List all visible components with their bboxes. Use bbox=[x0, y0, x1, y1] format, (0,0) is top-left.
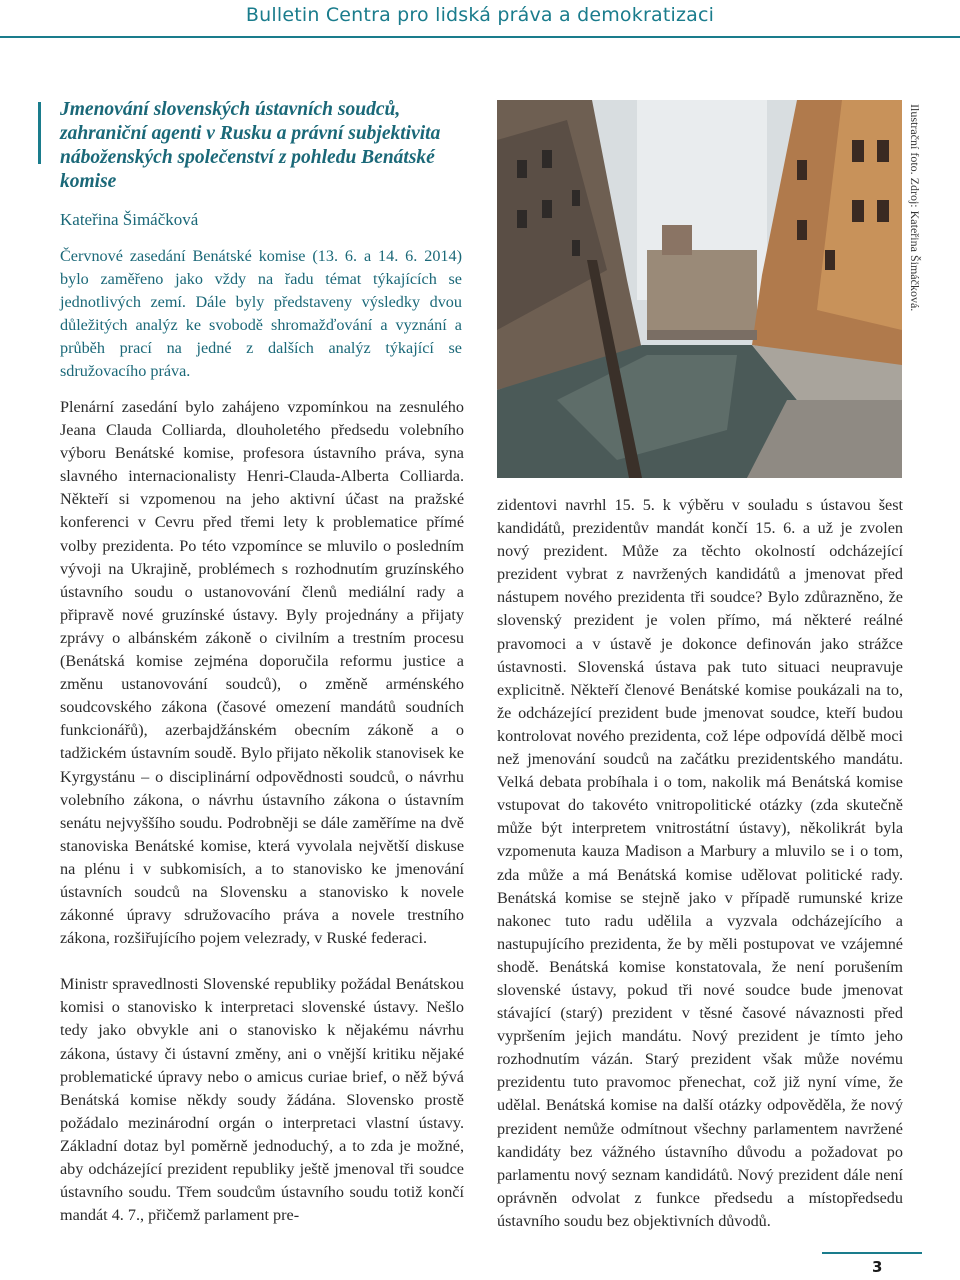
body-column-left bbox=[60, 396, 464, 1250]
body-paragraph: zidentovi navrhl 15. 5. k výběru v souladu s ústavou šest kandidátů, prezidentův mandát končí 15. 6. a už je zvolen nový prezident. Může za těchto okolností odcházející prezident vybrat z navržených kandidátů a jmenovat před nástupem nového prezidenta tři soudce? Bylo zdůrazněno, že slovenský prezident je volen přímo, má některé reálné pravomoci a v ústavě je dokonce definován jako strážce ústavnosti. Slovenská ústava pak tuto situaci neupravuje explicitně. Někteří členové Benátské komise poukázali na to, že odcházející prezident bude jmenovat soudce, kteří budou kontrolovat nového prezidenta, což lépe odpovídá dělbě moci než jmenování soudců na začátku prezidentského mandátu. Velká debata probíhala i o tom, nakolik má Benátská komise vstupovat do takovéto vnitropolitické otázky (zda skutečně může být interpretem vnitrostátní ústavy), několikrát byla vzpomenuta kauza Madison a Marbury a mluvilo se i o tom, zda může a má Benátská komise udělovat politické rady. Benátská komise se stejně jako v případě rumunské krize nakonec tuto radu udělila a vyzvala odcházejícího a nastupujícího prezidenta, že by měli postupovat ve vzájemné shodě. Benátská komise konstatovala, že není porušením slovenské ústavy, pokud tři nové soudce bude jmenovat stávající (starý) prezident v těsné časové návaznosti před vypršením jejich mandátu. Nový prezident je tímto jeho rozhodnutím vázán. Starý prezident však může novému prezidentu tuto pravomoc přenechat, což již nyní víme, že udělal. Benátská komise na další otázky odpověděla, že nový prezident nemůže odmítnout všechny parlamentem navržené kandidáty bez vážného ústavního důvodu a požadovat po parlamentu nový seznam kandidátů. Nový prezident dále není oprávněn odvolat z funkce předsedu a místopředsedu ústavního soudu bez objektivních důvodů. bbox=[497, 496, 903, 1230]
body-paragraph: Ministr spravedlnosti Slovenské republiky požádal Benátskou komisi o stanovisko k interpretaci slovenské ústavy. Nešlo tedy jako obvykle ani o stanovisko k nějakému návrhu zákona, ústavy či ústavní změny, ani o vnější kritiku nějaké problematické úpravy nebo o amicus curiae brief, o něž bývá Benátská komise někdy soudy žádána. Slovensko prostě požádalo mezinárodní orgán o interpretaci vlastní ústavy. Základní dotaz byl poměrně jednoduchý, a to zda je možné, aby odcházející prezident republiky ještě jmenoval tři soudce ústavního soudu. Třem soudcům ústavního soudu totiž končí mandát 4. 7., přičemž parlament pre- bbox=[60, 975, 464, 1225]
footer-rule bbox=[822, 1252, 922, 1254]
venice-canal-photo bbox=[497, 100, 902, 478]
body-column-right bbox=[497, 494, 903, 1233]
page-number: 3 bbox=[872, 1258, 883, 1276]
article-author: Kateřina Šimáčková bbox=[60, 210, 199, 229]
canal-illustration bbox=[497, 100, 902, 478]
article-title: Jmenování slovenských ústavních soudců, zahraniční agenti v Rusku a právní subjektivita náboženských společenství z pohledu Benátské komise bbox=[60, 99, 441, 192]
body-paragraph: Plenární zasedání bylo zahájeno vzpomínkou na zesnulého Jeana Clauda Colliarda, dlouholetého předsedu volebního výboru Benátské komise, profesora ústavního práva, syna slavného internacionalisty Henri-Clauda-Alberta Colliarda. Někteří si vzpomenou na jeho aktivní účast na pražské konferenci v Cevru před třemi lety k problematice přímé volby prezidenta. Po této vzpomínce se mluvilo o posledním vývoji na Ukrajině, problémech s rozhodnutím gruzínského ústavního soudu o ustanovování členů mediální rady a připravě nové gruzínské ústavy. Byly projednány a přijaty zprávy o albánském zákoně o civilním a trestním procesu (Benátská komise zejména doporučila reformu justice a změnu ustanovování soudců), o změně arménského soudcovského zákona (časové omezení mandátů soudních funkcionářů), azerbajdžánském obecním zákoně a o tadžickém ústavním soudě. Bylo přijato několik stanovisek ke Kyrgystánu – o disciplinární odpovědnosti soudců, o návrhu volebního zákona, o návrhu ústavního zákona o ústavním senátu nejvyššího soudu. Podrobněji se dále zaměříme na dvě stanoviska Benátské komise, která vyvolala největší diskuse na plénu i v subkomisích, a to stanovisko ke jmenování ústavních soudců na Slovensku a stanovisko k novele zákonné úpravy sdružovacího práva a novele trestního zákona, rozšiřujícího pojem velezrady, v Ruské federaci. bbox=[60, 398, 464, 948]
running-header: Bulletin Centra pro lidská práva a demokratizaci bbox=[245, 4, 715, 26]
article-lead: Červnové zasedání Benátské komise (13. 6. a 14. 6. 2014) bylo zaměřeno jako vždy na řadu témat týkajících se jednotlivých zemí. Dále byly představeny výsledky dvou důležitých analýz ke svobodě shromažďování a vyznání a průběh prací na jedné z dalších analýz týkající se sdružovacího práva. bbox=[60, 247, 462, 380]
photo-caption: Ilustrační foto. Zdroj: Kateřina Šimáčková. bbox=[908, 104, 922, 312]
header-rule bbox=[0, 36, 960, 38]
title-accent-bar bbox=[38, 102, 41, 164]
